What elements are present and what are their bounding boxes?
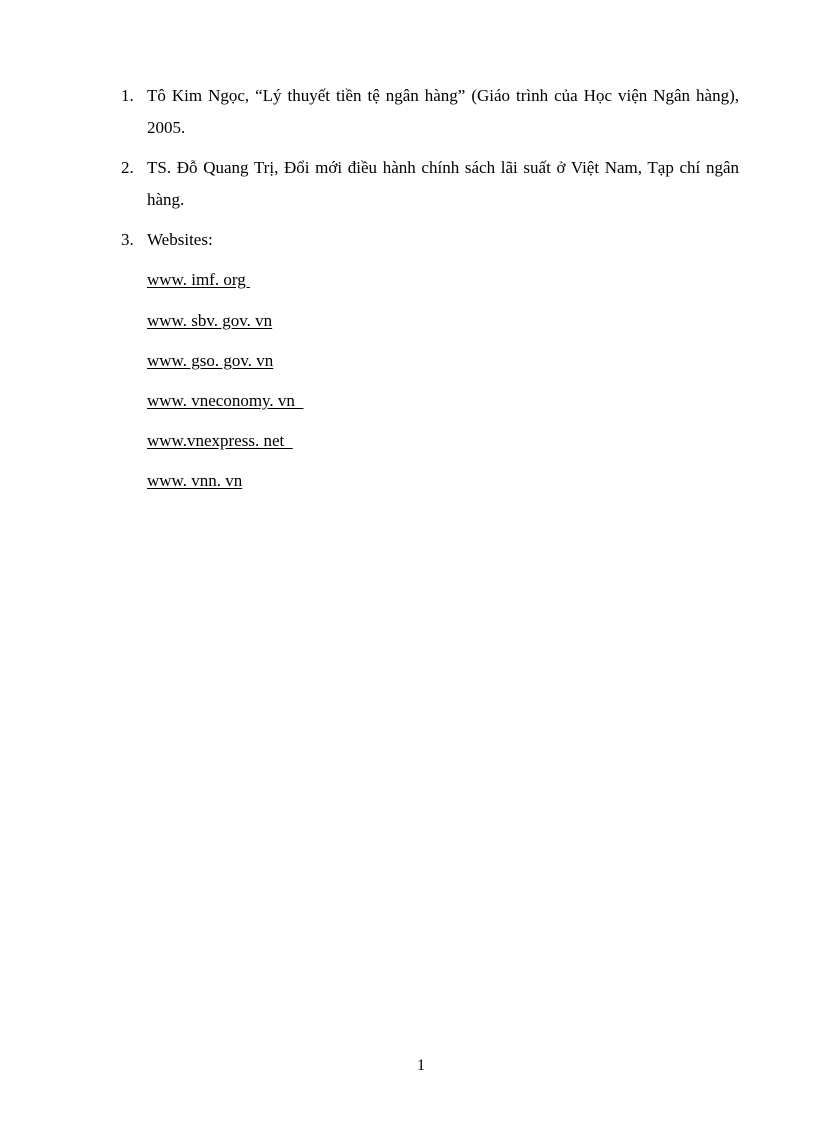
website-link-gso[interactable]: www. gso. gov. vn (147, 351, 274, 370)
website-link-vneconomy[interactable]: www. vneconomy. vn (147, 391, 304, 410)
reference-item-2 (121, 152, 739, 216)
website-link-vnexpress[interactable]: www.vnexpress. net (147, 431, 293, 450)
website-link-sbv[interactable]: www. sbv. gov. vn (147, 311, 273, 330)
reference-text: Tô Kim Ngọc, “Lý thuyết tiền tệ ngân hàng” (Giáo trình của Học viện Ngân hàng), 2005. (147, 86, 739, 137)
reference-item-1 (121, 80, 739, 144)
website-link-vnn[interactable]: www. vnn. vn (147, 471, 243, 490)
website-link-imf[interactable]: www. imf. org (147, 270, 250, 289)
reference-text: Websites: (147, 230, 213, 249)
reference-text: TS. Đỗ Quang Trị, Đổi mới điều hành chính sách lãi suất ở Việt Nam, Tạp chí ngân hàng. (147, 158, 739, 209)
page-number: 1 (417, 1057, 425, 1074)
reference-number: 2. (121, 158, 134, 177)
reference-number: 1. (121, 86, 134, 105)
reference-item-3 (121, 224, 739, 256)
reference-number: 3. (121, 230, 134, 249)
